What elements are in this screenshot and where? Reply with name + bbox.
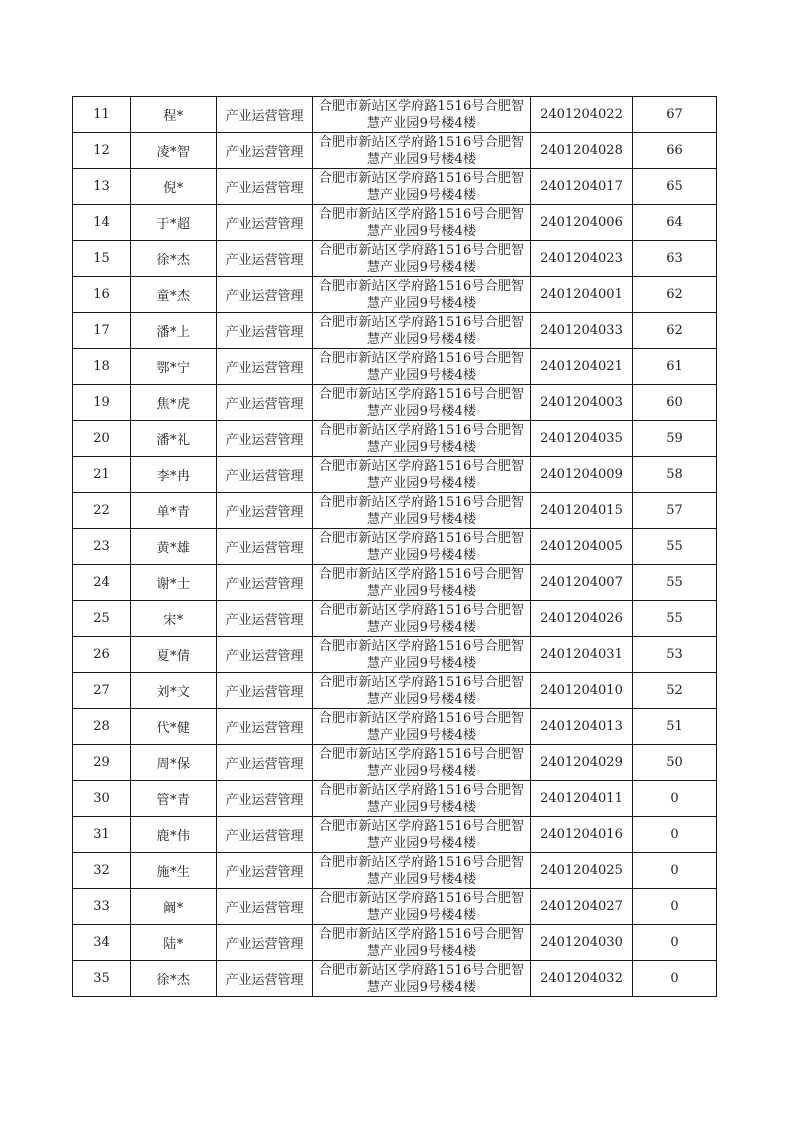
exam-address-cell: 合肥市新站区学府路1516号合肥智慧产业园9号楼4楼 — [313, 97, 531, 133]
candidate-name-cell: 鄂*宁 — [131, 349, 217, 385]
exam-address-cell: 合肥市新站区学府路1516号合肥智慧产业园9号楼4楼 — [313, 529, 531, 565]
score-cell: 0 — [633, 817, 717, 853]
row-number-cell: 20 — [73, 421, 131, 457]
row-number-cell: 27 — [73, 673, 131, 709]
exam-address-cell: 合肥市新站区学府路1516号合肥智慧产业园9号楼4楼 — [313, 817, 531, 853]
exam-address-cell: 合肥市新站区学府路1516号合肥智慧产业园9号楼4楼 — [313, 889, 531, 925]
candidate-name-cell: 李*冉 — [131, 457, 217, 493]
score-cell: 0 — [633, 781, 717, 817]
ticket-number-cell: 2401204023 — [531, 241, 633, 277]
exam-address-cell: 合肥市新站区学府路1516号合肥智慧产业园9号楼4楼 — [313, 133, 531, 169]
score-cell: 0 — [633, 889, 717, 925]
candidate-name-cell: 阚* — [131, 889, 217, 925]
score-cell: 0 — [633, 853, 717, 889]
row-number-cell: 29 — [73, 745, 131, 781]
table-row — [73, 241, 717, 277]
ticket-number-cell: 2401204032 — [531, 961, 633, 997]
ticket-number-cell: 2401204025 — [531, 853, 633, 889]
ticket-number-cell: 2401204003 — [531, 385, 633, 421]
table-row — [73, 133, 717, 169]
table-row — [73, 169, 717, 205]
row-number-cell: 32 — [73, 853, 131, 889]
table-row — [73, 529, 717, 565]
table-row — [73, 565, 717, 601]
table-row — [73, 205, 717, 241]
row-number-cell: 21 — [73, 457, 131, 493]
candidate-name-cell: 潘*上 — [131, 313, 217, 349]
row-number-cell: 15 — [73, 241, 131, 277]
row-number-cell: 17 — [73, 313, 131, 349]
row-number-cell: 23 — [73, 529, 131, 565]
row-number-cell: 25 — [73, 601, 131, 637]
table-row — [73, 709, 717, 745]
position-cell: 产业运营管理 — [217, 457, 313, 493]
table-row — [73, 313, 717, 349]
position-cell: 产业运营管理 — [217, 241, 313, 277]
score-cell: 62 — [633, 313, 717, 349]
candidate-name-cell: 程* — [131, 97, 217, 133]
ticket-number-cell: 2401204010 — [531, 673, 633, 709]
score-cell: 61 — [633, 349, 717, 385]
candidate-name-cell: 黄*雄 — [131, 529, 217, 565]
score-cell: 0 — [633, 925, 717, 961]
exam-address-cell: 合肥市新站区学府路1516号合肥智慧产业园9号楼4楼 — [313, 565, 531, 601]
exam-address-cell: 合肥市新站区学府路1516号合肥智慧产业园9号楼4楼 — [313, 853, 531, 889]
table-row — [73, 97, 717, 133]
candidate-name-cell: 管*青 — [131, 781, 217, 817]
row-number-cell: 12 — [73, 133, 131, 169]
score-cell: 63 — [633, 241, 717, 277]
exam-address-cell: 合肥市新站区学府路1516号合肥智慧产业园9号楼4楼 — [313, 457, 531, 493]
candidate-name-cell: 单*青 — [131, 493, 217, 529]
row-number-cell: 16 — [73, 277, 131, 313]
ticket-number-cell: 2401204030 — [531, 925, 633, 961]
row-number-cell: 31 — [73, 817, 131, 853]
ticket-number-cell: 2401204016 — [531, 817, 633, 853]
position-cell: 产业运营管理 — [217, 313, 313, 349]
exam-address-cell: 合肥市新站区学府路1516号合肥智慧产业园9号楼4楼 — [313, 637, 531, 673]
exam-address-cell: 合肥市新站区学府路1516号合肥智慧产业园9号楼4楼 — [313, 277, 531, 313]
score-cell: 52 — [633, 673, 717, 709]
position-cell: 产业运营管理 — [217, 205, 313, 241]
exam-address-cell: 合肥市新站区学府路1516号合肥智慧产业园9号楼4楼 — [313, 313, 531, 349]
position-cell: 产业运营管理 — [217, 385, 313, 421]
score-cell: 66 — [633, 133, 717, 169]
exam-address-cell: 合肥市新站区学府路1516号合肥智慧产业园9号楼4楼 — [313, 205, 531, 241]
position-cell: 产业运营管理 — [217, 277, 313, 313]
row-number-cell: 19 — [73, 385, 131, 421]
table-row — [73, 889, 717, 925]
row-number-cell: 35 — [73, 961, 131, 997]
ticket-number-cell: 2401204005 — [531, 529, 633, 565]
ticket-number-cell: 2401204009 — [531, 457, 633, 493]
candidate-name-cell: 于*超 — [131, 205, 217, 241]
candidate-name-cell: 刘*文 — [131, 673, 217, 709]
table-row — [73, 817, 717, 853]
ticket-number-cell: 2401204007 — [531, 565, 633, 601]
position-cell: 产业运营管理 — [217, 529, 313, 565]
ticket-number-cell: 2401204028 — [531, 133, 633, 169]
position-cell: 产业运营管理 — [217, 565, 313, 601]
row-number-cell: 24 — [73, 565, 131, 601]
table-row — [73, 349, 717, 385]
ticket-number-cell: 2401204013 — [531, 709, 633, 745]
candidate-name-cell: 施*生 — [131, 853, 217, 889]
exam-address-cell: 合肥市新站区学府路1516号合肥智慧产业园9号楼4楼 — [313, 673, 531, 709]
candidate-name-cell: 鹿*伟 — [131, 817, 217, 853]
position-cell: 产业运营管理 — [217, 925, 313, 961]
table-row — [73, 673, 717, 709]
row-number-cell: 22 — [73, 493, 131, 529]
row-number-cell: 18 — [73, 349, 131, 385]
score-cell: 62 — [633, 277, 717, 313]
score-cell: 65 — [633, 169, 717, 205]
table-row — [73, 781, 717, 817]
exam-address-cell: 合肥市新站区学府路1516号合肥智慧产业园9号楼4楼 — [313, 961, 531, 997]
score-cell: 58 — [633, 457, 717, 493]
row-number-cell: 34 — [73, 925, 131, 961]
ticket-number-cell: 2401204006 — [531, 205, 633, 241]
position-cell: 产业运营管理 — [217, 97, 313, 133]
table-row — [73, 745, 717, 781]
table-body — [73, 97, 717, 997]
exam-address-cell: 合肥市新站区学府路1516号合肥智慧产业园9号楼4楼 — [313, 781, 531, 817]
exam-address-cell: 合肥市新站区学府路1516号合肥智慧产业园9号楼4楼 — [313, 493, 531, 529]
table-row — [73, 925, 717, 961]
row-number-cell: 30 — [73, 781, 131, 817]
score-cell: 59 — [633, 421, 717, 457]
exam-address-cell: 合肥市新站区学府路1516号合肥智慧产业园9号楼4楼 — [313, 241, 531, 277]
table-row — [73, 385, 717, 421]
candidate-name-cell: 代*健 — [131, 709, 217, 745]
exam-address-cell: 合肥市新站区学府路1516号合肥智慧产业园9号楼4楼 — [313, 745, 531, 781]
position-cell: 产业运营管理 — [217, 169, 313, 205]
score-cell: 55 — [633, 529, 717, 565]
exam-address-cell: 合肥市新站区学府路1516号合肥智慧产业园9号楼4楼 — [313, 709, 531, 745]
table-row — [73, 457, 717, 493]
exam-address-cell: 合肥市新站区学府路1516号合肥智慧产业园9号楼4楼 — [313, 385, 531, 421]
ticket-number-cell: 2401204029 — [531, 745, 633, 781]
candidate-name-cell: 凌*智 — [131, 133, 217, 169]
candidate-name-cell: 焦*虎 — [131, 385, 217, 421]
position-cell: 产业运营管理 — [217, 601, 313, 637]
ticket-number-cell: 2401204001 — [531, 277, 633, 313]
position-cell: 产业运营管理 — [217, 817, 313, 853]
candidate-name-cell: 陆* — [131, 925, 217, 961]
row-number-cell: 26 — [73, 637, 131, 673]
table-row — [73, 421, 717, 457]
score-cell: 55 — [633, 601, 717, 637]
score-cell: 53 — [633, 637, 717, 673]
row-number-cell: 13 — [73, 169, 131, 205]
score-cell: 0 — [633, 961, 717, 997]
score-cell: 51 — [633, 709, 717, 745]
candidate-name-cell: 徐*杰 — [131, 241, 217, 277]
ticket-number-cell: 2401204031 — [531, 637, 633, 673]
row-number-cell: 11 — [73, 97, 131, 133]
score-cell: 60 — [633, 385, 717, 421]
candidate-name-cell: 谢*士 — [131, 565, 217, 601]
table-row — [73, 961, 717, 997]
candidate-name-cell: 童*杰 — [131, 277, 217, 313]
score-cell: 57 — [633, 493, 717, 529]
row-number-cell: 28 — [73, 709, 131, 745]
table-row — [73, 601, 717, 637]
exam-address-cell: 合肥市新站区学府路1516号合肥智慧产业园9号楼4楼 — [313, 601, 531, 637]
position-cell: 产业运营管理 — [217, 961, 313, 997]
row-number-cell: 33 — [73, 889, 131, 925]
table-row — [73, 493, 717, 529]
position-cell: 产业运营管理 — [217, 349, 313, 385]
candidate-name-cell: 潘*礼 — [131, 421, 217, 457]
position-cell: 产业运营管理 — [217, 421, 313, 457]
score-table — [72, 96, 717, 997]
candidate-name-cell: 宋* — [131, 601, 217, 637]
position-cell: 产业运营管理 — [217, 853, 313, 889]
position-cell: 产业运营管理 — [217, 133, 313, 169]
candidate-name-cell: 徐*杰 — [131, 961, 217, 997]
exam-address-cell: 合肥市新站区学府路1516号合肥智慧产业园9号楼4楼 — [313, 349, 531, 385]
table-row — [73, 637, 717, 673]
score-cell: 64 — [633, 205, 717, 241]
candidate-name-cell: 周*保 — [131, 745, 217, 781]
ticket-number-cell: 2401204022 — [531, 97, 633, 133]
table-row — [73, 277, 717, 313]
score-cell: 50 — [633, 745, 717, 781]
position-cell: 产业运营管理 — [217, 637, 313, 673]
ticket-number-cell: 2401204035 — [531, 421, 633, 457]
ticket-number-cell: 2401204015 — [531, 493, 633, 529]
table-row — [73, 853, 717, 889]
exam-address-cell: 合肥市新站区学府路1516号合肥智慧产业园9号楼4楼 — [313, 169, 531, 205]
exam-address-cell: 合肥市新站区学府路1516号合肥智慧产业园9号楼4楼 — [313, 925, 531, 961]
candidate-name-cell: 夏*倩 — [131, 637, 217, 673]
ticket-number-cell: 2401204011 — [531, 781, 633, 817]
position-cell: 产业运营管理 — [217, 781, 313, 817]
ticket-number-cell: 2401204017 — [531, 169, 633, 205]
ticket-number-cell: 2401204027 — [531, 889, 633, 925]
exam-address-cell: 合肥市新站区学府路1516号合肥智慧产业园9号楼4楼 — [313, 421, 531, 457]
score-cell: 67 — [633, 97, 717, 133]
position-cell: 产业运营管理 — [217, 889, 313, 925]
position-cell: 产业运营管理 — [217, 745, 313, 781]
position-cell: 产业运营管理 — [217, 709, 313, 745]
score-cell: 55 — [633, 565, 717, 601]
position-cell: 产业运营管理 — [217, 673, 313, 709]
position-cell: 产业运营管理 — [217, 493, 313, 529]
row-number-cell: 14 — [73, 205, 131, 241]
ticket-number-cell: 2401204026 — [531, 601, 633, 637]
candidate-name-cell: 倪* — [131, 169, 217, 205]
ticket-number-cell: 2401204021 — [531, 349, 633, 385]
ticket-number-cell: 2401204033 — [531, 313, 633, 349]
